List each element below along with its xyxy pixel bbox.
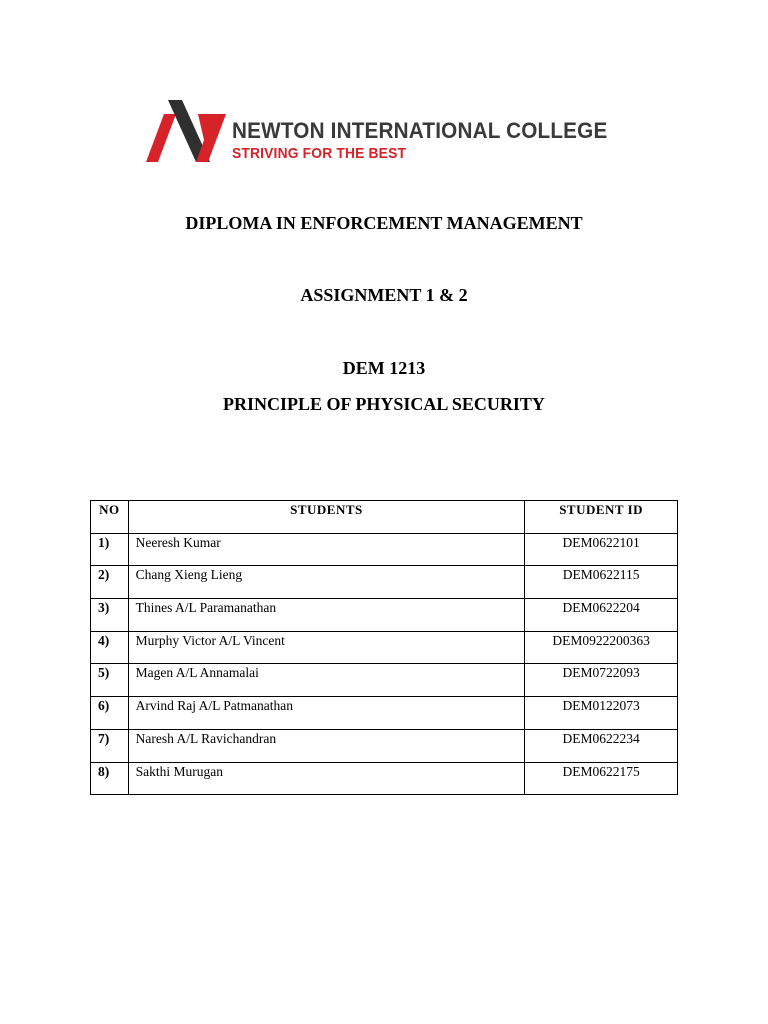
assignment-title: ASSIGNMENT 1 & 2	[300, 285, 468, 305]
student-name: Arvind Raj A/L Patmanathan	[128, 697, 525, 730]
table-header-row	[91, 501, 678, 534]
students-table	[90, 500, 678, 795]
college-logo	[146, 100, 626, 164]
college-name: NEWTON INTERNATIONAL COLLEGE	[232, 118, 608, 143]
table-row	[91, 664, 678, 697]
college-logo-mark-icon	[146, 100, 228, 164]
student-name: Naresh A/L Ravichandran	[128, 729, 525, 762]
student-id: DEM0622204	[525, 599, 678, 632]
row-number: 3)	[91, 599, 129, 632]
table-row	[91, 533, 678, 566]
student-name: Sakthi Murugan	[128, 762, 525, 795]
college-tagline: STRIVING FOR THE BEST	[232, 145, 407, 162]
student-id: DEM0622175	[525, 762, 678, 795]
student-id: DEM0922200363	[525, 631, 678, 664]
row-number: 4)	[91, 631, 129, 664]
row-number: 6)	[91, 697, 129, 730]
student-id: DEM0122073	[525, 697, 678, 730]
student-name: Neeresh Kumar	[128, 533, 525, 566]
table-row	[91, 729, 678, 762]
student-name: Chang Xieng Lieng	[128, 566, 525, 599]
row-number: 1)	[91, 533, 129, 566]
student-id: DEM0622115	[525, 566, 678, 599]
table-row	[91, 697, 678, 730]
row-number: 2)	[91, 566, 129, 599]
header-student-id: STUDENT ID	[525, 501, 678, 534]
header-students: STUDENTS	[128, 501, 525, 534]
student-id: DEM0722093	[525, 664, 678, 697]
course-title: PRINCIPLE OF PHYSICAL SECURITY	[223, 394, 545, 414]
table-row	[91, 599, 678, 632]
table-row	[91, 762, 678, 795]
row-number: 5)	[91, 664, 129, 697]
row-number: 7)	[91, 729, 129, 762]
student-id: DEM0622101	[525, 533, 678, 566]
student-name: Murphy Victor A/L Vincent	[128, 631, 525, 664]
diploma-title: DIPLOMA IN ENFORCEMENT MANAGEMENT	[185, 213, 583, 233]
table-row	[91, 631, 678, 664]
row-number: 8)	[91, 762, 129, 795]
student-id: DEM0622234	[525, 729, 678, 762]
header-no: NO	[91, 501, 129, 534]
student-name: Thines A/L Paramanathan	[128, 599, 525, 632]
course-code: DEM 1213	[342, 358, 426, 378]
table-row	[91, 566, 678, 599]
student-name: Magen A/L Annamalai	[128, 664, 525, 697]
